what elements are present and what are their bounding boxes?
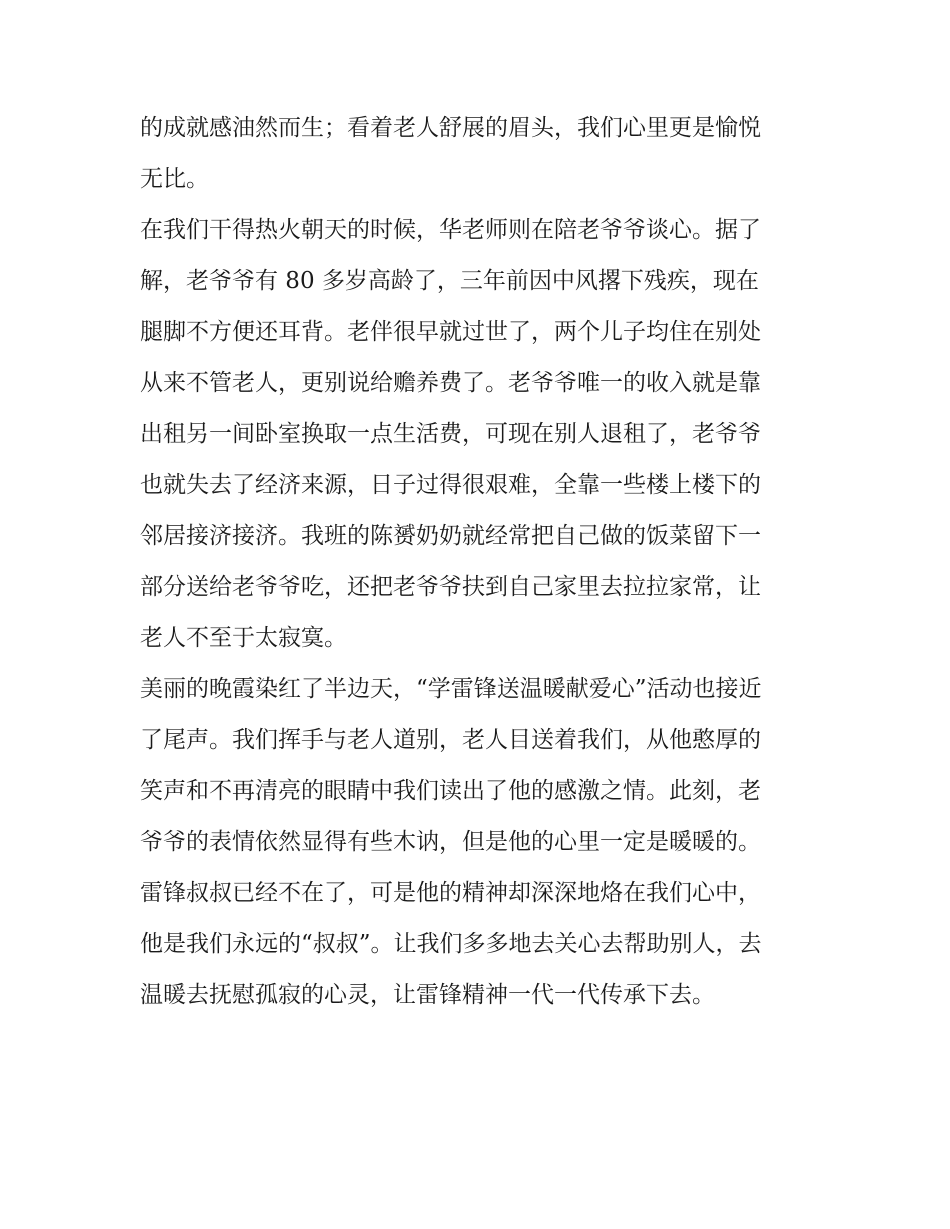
- text-line: 美丽的晚霞染红了半边天，“学雷锋送温暖献爱心”活动也接近: [140, 676, 762, 702]
- text-line: 他是我们永远的“叔叔”。让我们多多地去关心去帮助别人，去: [140, 931, 762, 957]
- text-line: 邻居接济接济。我班的陈赟奶奶就经常把自己做的饭菜留下一: [140, 523, 761, 549]
- text-line: 部分送给老爷爷吃，还把老爷爷扶到自己家里去拉拉家常，让: [140, 574, 761, 600]
- text-line: 在我们干得热火朝天的时候，华老师则在陪老爷爷谈心。据了: [140, 217, 761, 243]
- text-line: 也就失去了经济来源，日子过得很艰难，全靠一些楼上楼下的: [140, 472, 761, 498]
- text-line: 从来不管老人，更别说给赡养费了。老爷爷唯一的收入就是靠: [140, 370, 761, 396]
- text-line: 雷锋叔叔已经不在了，可是他的精神却深深地烙在我们心中，: [140, 880, 761, 906]
- text-line: 解，老爷爷有 80 多岁高龄了，三年前因中风撂下残疾，现在: [140, 268, 759, 294]
- text-line: 腿脚不方便还耳背。老伴很早就过世了，两个儿子均住在别处: [140, 319, 761, 345]
- text-line: 爷爷的表情依然显得有些木讷，但是他的心里一定是暖暖的。: [140, 829, 761, 855]
- text-line: 笑声和不再清亮的眼睛中我们读出了他的感激之情。此刻，老: [140, 778, 761, 804]
- text-line: 无比。: [140, 166, 209, 192]
- text-line: 了尾声。我们挥手与老人道别，老人目送着我们，从他憨厚的: [140, 727, 761, 753]
- text-line: 出租另一间卧室换取一点生活费，可现在别人退租了，老爷爷: [140, 421, 761, 447]
- text-line: 温暖去抚慰孤寂的心灵，让雷锋精神一代一代传承下去。: [140, 982, 715, 1008]
- text-line: 的成就感油然而生；看着老人舒展的眉头，我们心里更是愉悦: [140, 115, 761, 141]
- text-line: 老人不至于太寂寞。: [140, 625, 347, 651]
- body-text: [140, 103, 820, 1021]
